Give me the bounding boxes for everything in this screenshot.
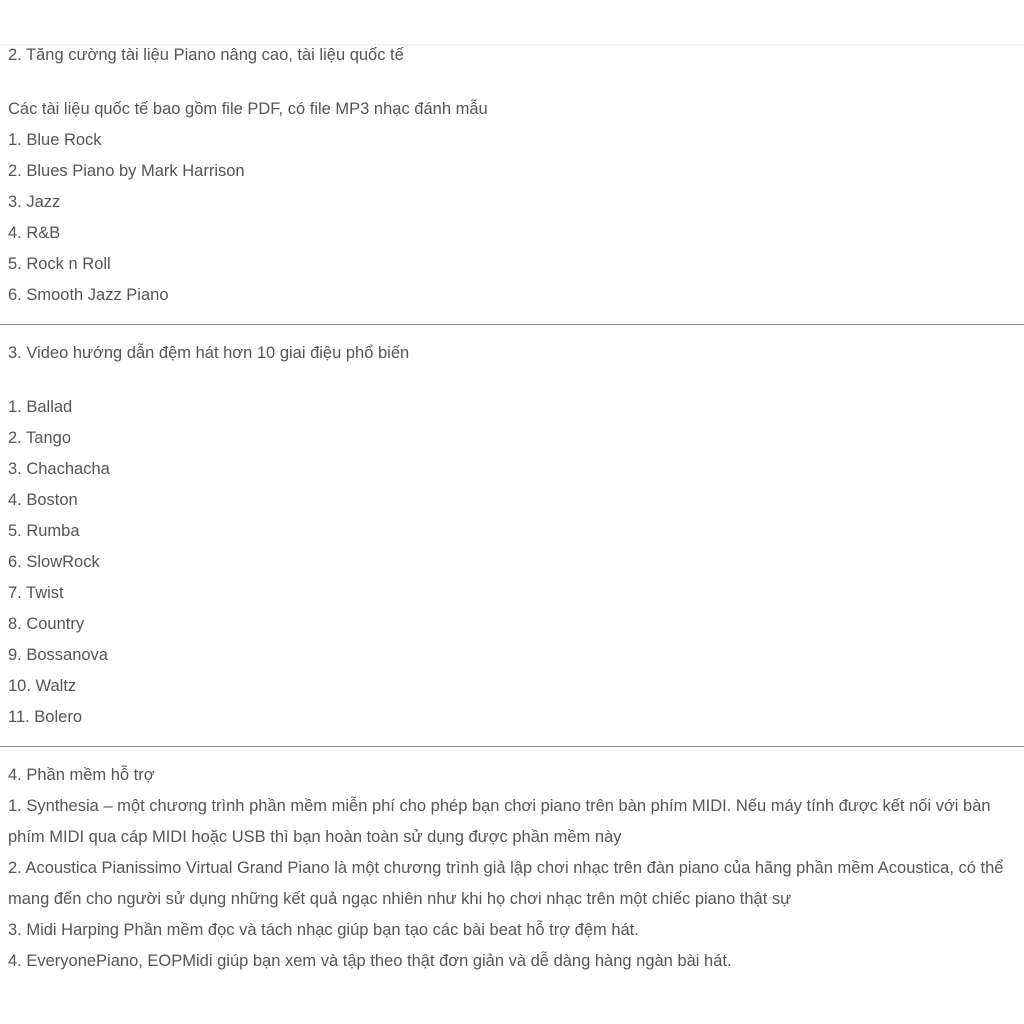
list-item: 5. Rumba (8, 522, 80, 540)
list-item: 1. Ballad (8, 398, 73, 416)
list-item: 2. Tango (8, 429, 72, 447)
list-item: 3. Jazz (8, 193, 61, 211)
section-divider (0, 746, 1024, 747)
top-header-bar (0, 0, 1024, 44)
list-item: 8. Country (8, 615, 85, 633)
list-item: 10. Waltz (8, 677, 77, 695)
section-2-intro: Các tài liệu quốc tế bao gồm file PDF, có file MP3 nhạc đánh mẫu (8, 100, 488, 118)
list-item: 11. Bolero (8, 708, 82, 726)
section-2-heading: 2. Tăng cường tài liệu Piano nâng cao, tài liệu quốc tế (8, 46, 404, 64)
list-item: 4. EveryonePiano, EOPMidi giúp bạn xem và tập theo thật đơn giản và dễ dàng hàng ngàn bài hát. (8, 952, 732, 970)
section-divider (0, 324, 1024, 325)
list-item: 6. SlowRock (8, 553, 100, 571)
list-item: 4. Boston (8, 491, 78, 509)
list-item: 2. Blues Piano by Mark Harrison (8, 162, 245, 180)
list-item: 7. Twist (8, 584, 64, 602)
list-item: 6. Smooth Jazz Piano (8, 286, 169, 304)
list-item: 3. Chachacha (8, 460, 110, 478)
list-item: 3. Midi Harping Phần mềm đọc và tách nhạc giúp bạn tạo các bài beat hỗ trợ đệm hát. (8, 921, 639, 939)
list-item: 4. R&B (8, 224, 61, 242)
list-item: 1. Synthesia – một chương trình phần mềm miễn phí cho phép bạn chơi piano trên bàn phím MIDI. Nếu máy tính được kết nối với bàn phím MIDI qua cáp MIDI hoặc USB thì bạn hoàn toàn sử dụng được phần mềm này (8, 797, 991, 846)
list-item: 9. Bossanova (8, 646, 108, 664)
list-item: 2. Acoustica Pianissimo Virtual Grand Piano là một chương trình giả lập chơi nhạc trên đàn piano của hãng phần mềm Acoustica, có thể mang đến cho người sử dụng những kết quả ngạc nhiên như khi họ chơi nhạc trên một chiếc piano thật sự (8, 859, 1004, 908)
section-3-heading: 3. Video hướng dẫn đệm hát hơn 10 giai điệu phổ biến (8, 344, 410, 362)
section-4-heading: 4. Phần mềm hỗ trợ (8, 766, 155, 784)
list-item: 1. Blue Rock (8, 131, 102, 149)
list-item: 5. Rock n Roll (8, 255, 111, 273)
